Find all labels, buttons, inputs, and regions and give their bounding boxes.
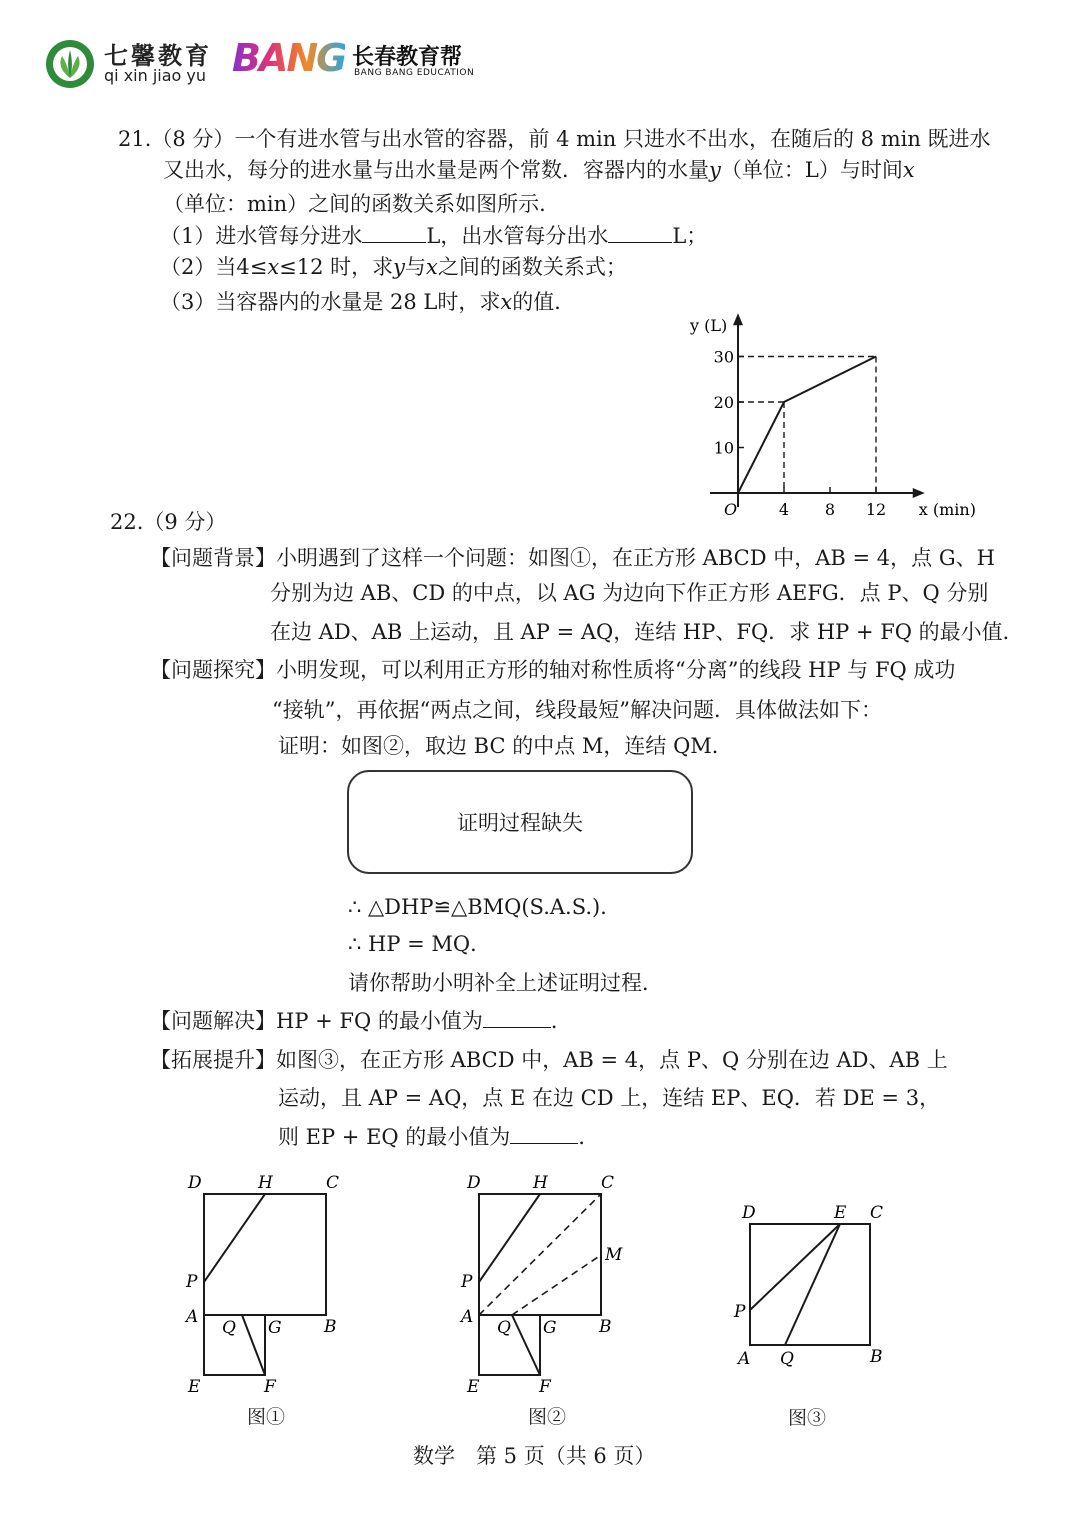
figure-3 — [730, 1200, 900, 1380]
label-p: P — [461, 1272, 473, 1292]
x-axis-label: x (min) — [918, 500, 976, 519]
label-c: C — [870, 1203, 884, 1223]
q22-extend-line3: 则 EP + EQ 的最小值为 ． — [278, 1125, 600, 1149]
label-a: A — [186, 1307, 199, 1327]
figure-1 — [180, 1170, 350, 1400]
x-tick-label: 4 — [778, 500, 790, 519]
q22-solution: 【问题解决】HP + FQ 的最小值为 ． — [150, 1009, 572, 1033]
q22-extend-line1: 【拓展提升】如图③，在正方形 ABCD 中，AB = 4，点 P、Q 分别在边 AD、AB 上 — [150, 1048, 948, 1072]
q22-background-line1: 【问题背景】小明遇到了这样一个问题：如图①，在正方形 ABCD 中，AB = 4，点 G、H — [150, 546, 995, 570]
conclusion-request: 请你帮助小明补全上述证明过程． — [348, 971, 663, 995]
label-e: E — [834, 1203, 847, 1223]
explore-tag: 【问题探究】 — [150, 658, 276, 682]
qixin-logo-icon — [44, 38, 96, 90]
chart-axes — [710, 313, 925, 507]
figure-3-caption: 图③ — [788, 1407, 827, 1429]
label-b: B — [599, 1317, 612, 1337]
logo2-english: BANG BANG EDUCATION — [354, 68, 475, 78]
q21-part3: （3）当容器内的水量是 28 L时，求x的值． — [160, 290, 576, 314]
label-h: H — [258, 1173, 273, 1193]
q21-part1: （1）进水管每分进水 L，出水管每分出水 L； — [160, 224, 708, 248]
extend-tag: 【拓展提升】 — [150, 1048, 276, 1072]
answer-blank-min-ep-eq[interactable] — [510, 1123, 578, 1144]
page-footer: 数学 第 5 页（共 6 页） — [413, 1444, 656, 1468]
q21-number: 21.（8 分） — [118, 127, 235, 151]
segment-eq — [785, 1224, 840, 1345]
label-d: D — [742, 1203, 756, 1223]
water-level-chart — [680, 310, 980, 525]
label-c: C — [326, 1173, 340, 1193]
origin-label: O — [724, 500, 738, 519]
label-p: P — [186, 1272, 198, 1292]
segment-hp — [479, 1194, 540, 1282]
background-tag: 【问题背景】 — [150, 546, 276, 570]
y-tick-label: 10 — [713, 438, 734, 458]
label-q: Q — [222, 1318, 236, 1338]
segment-hp — [204, 1194, 265, 1282]
q22-background-line3: 在边 AD、AB 上运动，且 AP = AQ，连结 HP、FQ．求 HP + FQ 的最小值． — [270, 620, 1024, 644]
q22-number: 22.（9 分） — [110, 510, 227, 534]
missing-proof-text: 证明过程缺失 — [457, 811, 583, 835]
conclusion-congruent: ∴ △DHP≌△BMQ(S.A.S.)． — [348, 895, 622, 919]
chart-labels — [689, 316, 976, 519]
label-g: G — [543, 1318, 557, 1338]
label-e: E — [188, 1377, 201, 1397]
q21-line1: 21.（8 分）一个有进水管与出水管的容器，前 4 min 只进水不出水，在随后的 8 min 既进水 — [118, 127, 991, 151]
segment-fq — [512, 1315, 540, 1375]
segment-ep — [750, 1224, 840, 1310]
label-f: F — [264, 1377, 276, 1397]
q22-extend-line2: 运动，且 AP = AQ，点 E 在边 CD 上，连结 EP、EQ．若 DE = 3， — [278, 1086, 941, 1110]
y-tick-label: 20 — [713, 393, 734, 412]
q22-explore-line1: 【问题探究】小明发现，可以利用正方形的轴对称性质将“分离”的线段 HP 与 FQ 成功 — [150, 658, 956, 682]
y-tick-label: 30 — [713, 347, 734, 367]
logo1-chinese: 七馨教育 — [104, 42, 212, 70]
q22-background-line2: 分别为边 AB、CD 的中点，以 AG 为边向下作正方形 AEFG．点 P、Q 分别 — [270, 581, 989, 605]
label-f: F — [539, 1377, 551, 1397]
x-tick-label: 12 — [865, 500, 887, 519]
label-q: Q — [780, 1349, 794, 1369]
answer-blank-min-hp-fq[interactable] — [483, 1007, 551, 1028]
logo-qixin — [44, 36, 244, 92]
y-axis-label: y (L) — [690, 316, 728, 336]
square-abcd — [750, 1224, 870, 1345]
y-axis-arrow — [733, 313, 743, 325]
chart-series — [738, 357, 876, 494]
q21-line3: （单位：min）之间的函数关系如图所示． — [163, 192, 561, 216]
label-p: P — [734, 1302, 746, 1322]
label-e: E — [467, 1377, 480, 1397]
label-c: C — [601, 1173, 615, 1193]
solution-tag: 【问题解决】 — [150, 1009, 276, 1033]
chart-guide-lines — [738, 357, 876, 494]
logo-bang — [232, 36, 482, 84]
label-a: A — [461, 1307, 474, 1327]
q21-line2: 又出水，每分的进水量与出水量是两个常数．容器内的水量y（单位：L）与时间x — [163, 158, 915, 182]
label-b: B — [324, 1317, 337, 1337]
label-a: A — [738, 1349, 751, 1369]
q21-part2: （2）当4≤x≤12 时，求y与x之间的函数关系式； — [160, 255, 627, 279]
q22-explore-line3: 证明：如图②，取边 BC 的中点 M，连结 QM． — [278, 734, 733, 758]
series-line-water — [738, 357, 876, 494]
label-g: G — [268, 1318, 282, 1338]
answer-blank-inflow[interactable] — [362, 222, 426, 243]
logo1-pinyin: qi xin jiao yu — [104, 66, 207, 85]
x-axis-arrow — [913, 488, 925, 498]
label-b: B — [870, 1347, 883, 1367]
conclusion-equal: ∴ HP = MQ． — [348, 932, 492, 956]
bang-wordmark: BANG — [232, 36, 346, 80]
figure-2-caption: 图② — [528, 1406, 567, 1428]
x-tick-label: 8 — [824, 500, 836, 519]
label-d: D — [467, 1173, 481, 1193]
label-m: M — [605, 1245, 623, 1265]
segment-qm-dashed — [512, 1255, 601, 1315]
segment-fq — [242, 1315, 265, 1375]
label-q: Q — [497, 1318, 511, 1338]
q22-explore-line2: “接轨”，再依据“两点之间，线段最短”解决问题．具体做法如下： — [272, 698, 882, 722]
label-d: D — [188, 1173, 202, 1193]
answer-blank-outflow[interactable] — [608, 222, 672, 243]
logo2-chinese: 长春教育帮 — [352, 45, 463, 70]
figure-1-caption: 图① — [247, 1406, 286, 1428]
missing-proof-box — [347, 770, 693, 874]
label-h: H — [533, 1173, 548, 1193]
figure-2 — [455, 1170, 635, 1400]
